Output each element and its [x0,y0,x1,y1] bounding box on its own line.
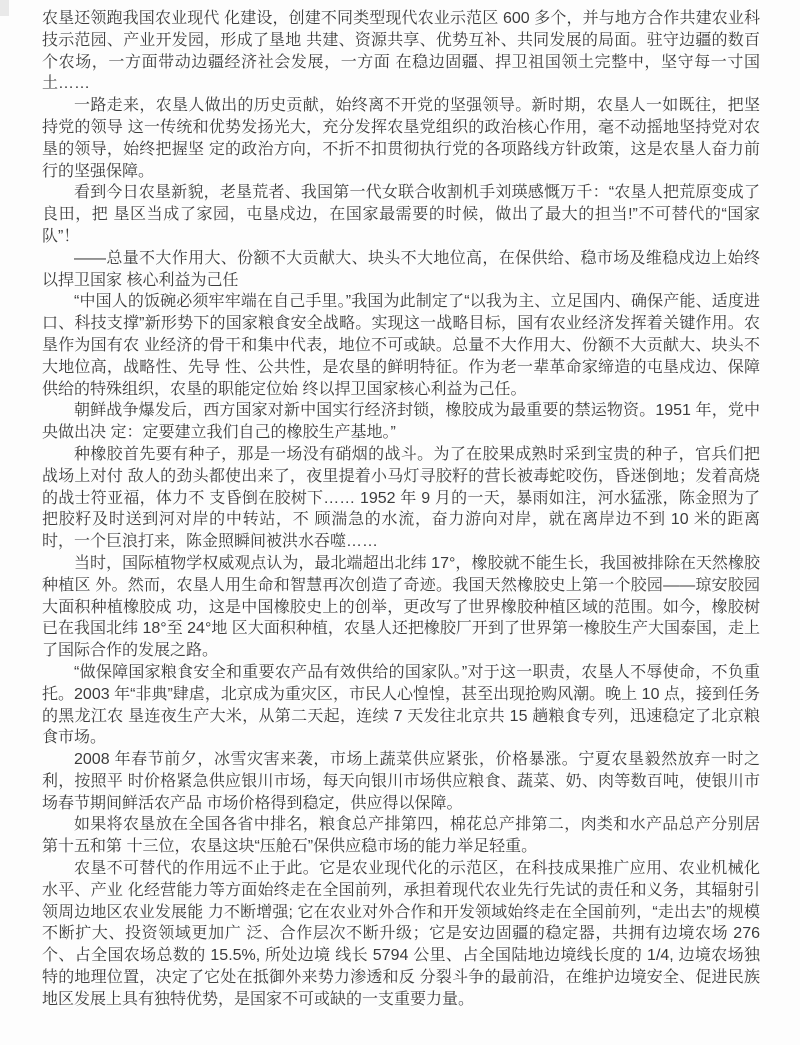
paragraph: 朝鲜战争爆发后，西方国家对新中国实行经济封锁，橡胶成为最重要的禁运物资。1951 年，党中央做出决 定：定要建立我们自己的橡胶生产基地。” [42,402,760,442]
paragraph: ——总量不大作用大、份额不大贡献大、块头不大地位高，在保供给、稳市场及维稳戍边上始终以捍卫国家 核心利益为己任 [42,249,760,289]
paragraph: 2008 年春节前夕，冰雪灾害来袭，市场上蔬菜供应紧张，价格暴涨。宁夏农垦毅然放弃一时之利，按照平 时价格紧急供应银川市场，每天向银川市场供应粮食、蔬菜、奶、肉等数百吨，使银川市场春节期间鲜活农产品 市场价格得到稳定，供应得以保障。 [42,751,760,812]
paragraph: 如果将农垦放在全国各省中排名，粮食总产排第四，棉花总产排第二，肉类和水产品总产分别居第十五和第 十三位，农垦这块“压舱石”保供应稳市场的能力举足轻重。 [42,816,760,856]
paragraph: 看到今日农垦新貌，老垦荒者、我国第一代女联合收割机手刘瑛感慨万千：“农垦人把荒原变成了良田，把 垦区当成了家园，屯垦戍边，在国家最需要的时候，做出了最大的担当!”不可替代的“国家队”！ [42,184,760,245]
paragraph: 当时，国际植物学权威观点认为，最北端超出北纬 17°，橡胶就不能生长，我国被排除在天然橡胶种植区 外。然而，农垦人用生命和智慧再次创造了奇迹。我国天然橡胶史上第一个胶园——琼安胶园大面积种植橡胶成 功，这是中国橡胶史上的创举，更改写了世界橡胶种植区域的范围。如今，橡胶树已在我国北纬 18°至 24°地 区大面积种植，农垦人还把橡胶厂开到了世界第一橡胶生产大国泰国，走上了国际合作的发展之路。 [42,554,760,660]
scan-artifact [0,0,9,16]
paragraph: “中国人的饭碗必须牢牢端在自己手里。”我国为此制定了“以我为主、立足国内、确保产能、适度进口、科技支撑”新形势下的国家粮食安全战略。实现这一战略目标，国有农业经济发挥着关键作用。农垦作为国有农 业经济的骨干和集中代表，地位不可或缺。总量不大作用大、份额不大贡献大、块头不大地位高，战略性、先导 性、公共性，是农垦的鲜明特征。作为老一辈革命家缔造的屯垦戍边、保障供给的特殊组织，农垦的职能定位始 终以捍卫国家核心利益为己任。 [42,293,760,398]
paragraph: 农垦还领跑我国农业现代 化建设，创建不同类型现代农业示范区 600 多个，并与地方合作共建农业科技示范园、产业开发园，形成了垦地 共建、资源共享、优势互补、共同发展的局面。驻守边疆的数百个农场，一方面带动边疆经济社会发展，一方面 在稳边固疆、捍卫祖国领土完整中，坚守每一寸国土…… [42,10,760,93]
paragraph: 农垦不可替代的作用远不止于此。它是农业现代化的示范区，在科技成果推广应用、农业机械化水平、产业 化经营能力等方面始终走在全国前列，承担着现代农业先行先试的责任和义务，其辐射引领周边地区农业发展能 力不断增强; 它在农业对外合作和开发领域始终走在全国前列，“走出去”的规模不断扩大、投资领域更加广 泛、合作层次不断升级；它是安边固疆的稳定器，共拥有边境农场 276 个、占全国农场总数的 15.5%, 所处边境 线长 5794 公里、占全国陆地边境线长度的 1/4, 边境农场独特的地理位置，决定了它处在抵御外来势力渗透和反 分裂斗争的最前沿，在维护边境安全、促进民族地区发展上具有独特优势，是国家不可或缺的一支重要力量。 [42,860,760,1008]
paragraph: “做保障国家粮食安全和重要农产品有效供给的国家队。”对于这一职责，农垦人不辱使命，不负重托。2003 年“非典”肆虐，北京成为重灾区，市民人心惶惶，甚至出现抢购风潮。晚上 10 点，接到任务的黑龙江农 垦连夜生产大米，从第二天起，连续 7 天发往北京共 15 趟粮食专列，迅速稳定了北京粮食市场。 [42,663,760,747]
document-body [42,8,760,1011]
paragraph: 一路走来，农垦人做出的历史贡献，始终离不开党的坚强领导。新时期，农垦人一如既往，把坚持党的领导 这一传统和优势发扬光大，充分发挥农垦党组织的政治核心作用，毫不动摇地坚持党对农垦的领导，始终把握坚 定的政治方向，不折不扣贯彻执行党的各项路线方针政策，这是农垦人奋力前行的坚强保障。 [42,97,760,180]
paragraph: 种橡胶首先要有种子，那是一场没有硝烟的战斗。为了在胶果成熟时采到宝贵的种子，官兵们把战场上对付 敌人的劲头都使出来了，夜里提着小马灯寻胶籽的营长被毒蛇咬伤，昏迷倒地；发着高烧的战士符亚福，体力不 支昏倒在胶树下…… 1952 年 9 月的一天，暴雨如注，河水猛涨，陈金照为了把胶籽及时送到河对岸的中转站，不 顾湍急的水流，奋力游向对岸，就在离岸边不到 10 米的距离时，一个巨浪打来，陈金照瞬间被洪水吞噬…… [42,445,760,551]
